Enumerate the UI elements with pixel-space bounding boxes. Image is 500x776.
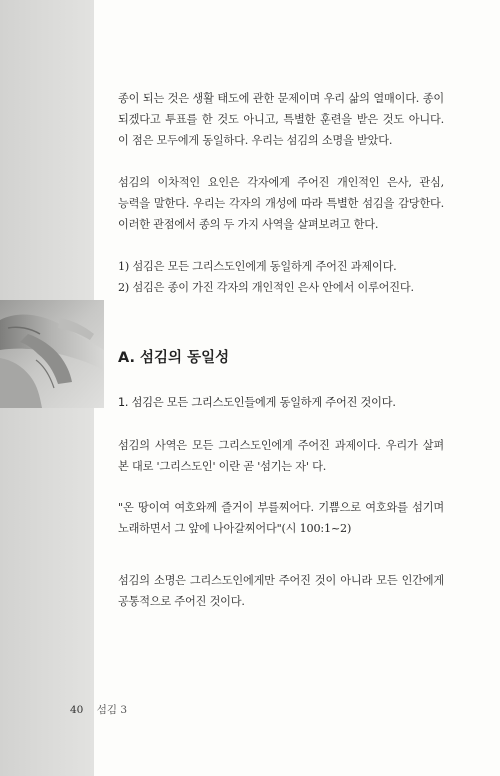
section-title: A. 섬김의 동일성 (118, 350, 230, 366)
section-paragraph-3: 섬김의 소명은 그리스도인에게만 주어진 것이 아니라 모든 인간에게 공통적으로 주어진 것이다. (118, 574, 444, 608)
numbered-list: 1) 섬김은 모든 그리스도인에게 동일하게 주어진 과제이다. 2) 섬김은 종이 가진 각자의 개인적인 은사 안에서 이루어진다. (118, 260, 414, 294)
bible-quote: "온 땅이여 여호와께 즐거이 부를찌어다. 기쁨으로 여호와를 섬기며 노래하면서 그 앞에 나아갈찌어다"(시 100:1~2) (118, 501, 444, 535)
intro-paragraph-2: 섬김의 이차적인 요인은 각자에게 주어진 개인적인 은사, 관심, 능력을 말한다. 우리는 각자의 개성에 따라 특별한 섬김을 감당한다. 이러한 관점에서 종의 두 가지 사역을 살펴보려고 한다. (118, 176, 444, 231)
section-paragraph-1: 섬김의 사역은 모든 그리스도인에게 주어진 과제이다. 우리가 살펴 본 대로 '그리스도인' 이란 곧 '섬기는 자' 다. (118, 439, 444, 473)
intro-paragraph-1: 종이 되는 것은 생활 태도에 관한 문제이며 우리 삶의 열매이다. 종이 되겠다고 투표를 한 것도 아니고, 특별한 훈련을 받은 것도 아니다. 이 점은 모두에게 동일하다. 우리는 섬김의 소명을 받았다. (118, 92, 444, 147)
hands-photo-image (0, 300, 104, 408)
page-footer (70, 702, 127, 717)
page-number: 40 (70, 704, 84, 716)
hands-photo (0, 300, 104, 408)
section-subheading: 1. 섬김은 모든 그리스도인들에게 동일하게 주어진 것이다. (118, 396, 396, 409)
book-title: 섬김 3 (96, 704, 128, 716)
